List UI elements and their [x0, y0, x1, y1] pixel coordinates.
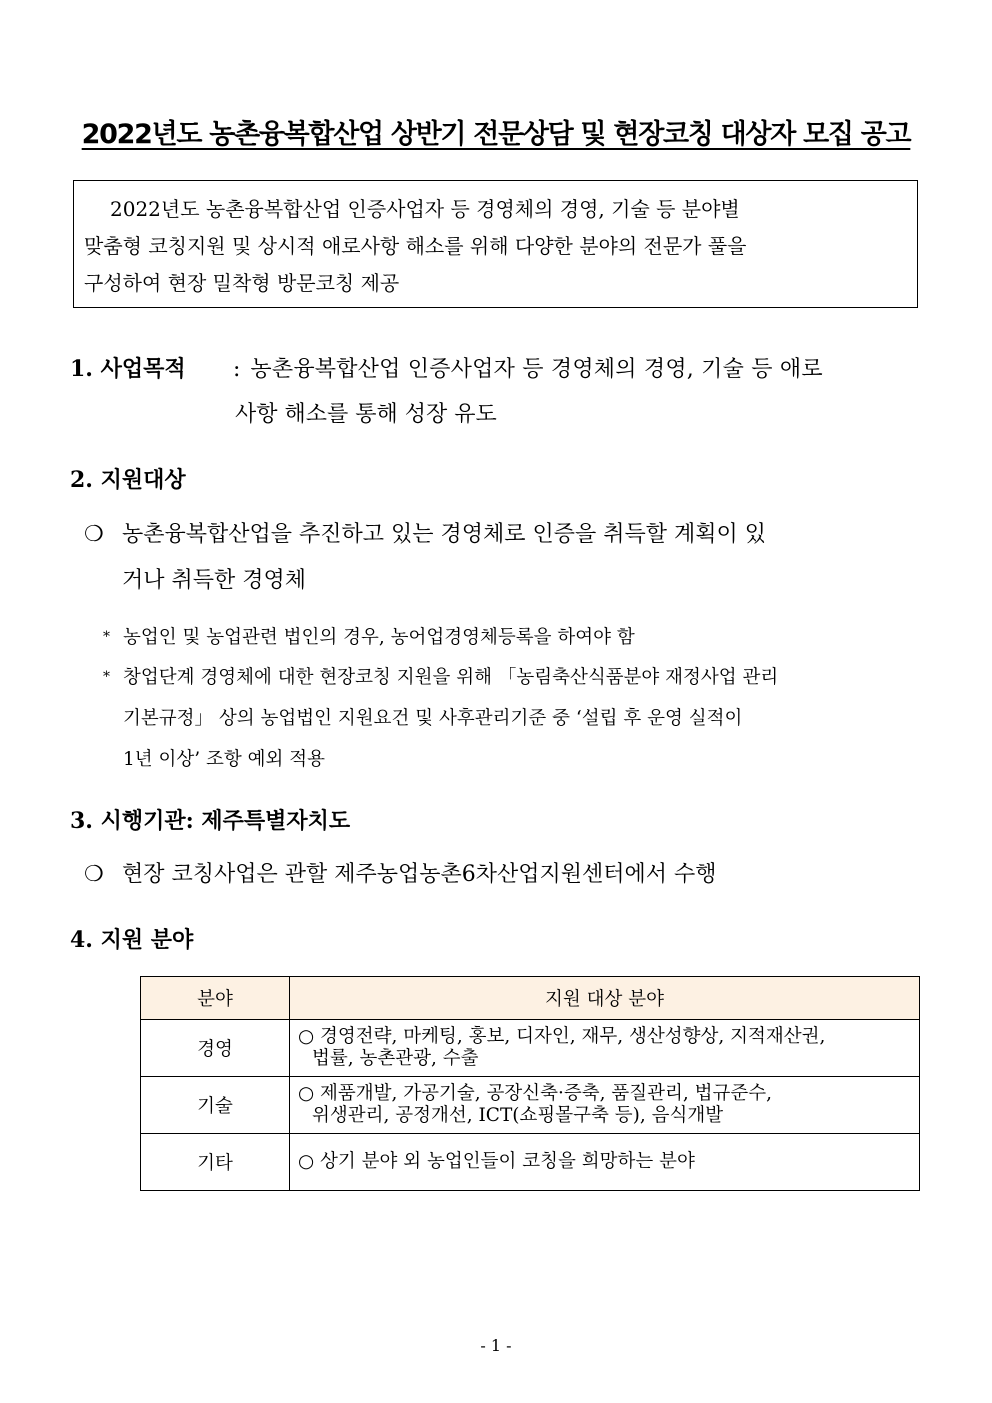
section-text-continued: 사항 해소를 통해 성장 유도: [235, 402, 497, 427]
section-heading: 2. 지원대상: [70, 467, 186, 493]
bullet-circle-icon: ❍: [84, 862, 104, 887]
bullet-line: 거나 취득한 경영체: [122, 568, 307, 593]
section-heading: 4. 지원 분야: [70, 927, 194, 953]
intro-line: 맞춤형 코칭지원 및 상시적 애로사항 해소를 위해 다양한 분야의 전문가 풀을: [84, 234, 747, 258]
intro-line: 구성하여 현장 밀착형 방문코칭 제공: [84, 271, 400, 295]
detail-line: 위생관리, 공정개선, ICT(쇼핑몰구축 등), 음식개발: [312, 1105, 724, 1126]
detail-cell: [290, 1020, 920, 1077]
bullet-circle-icon: ❍: [84, 522, 104, 547]
note-line: 기본규정」 상의 농업법인 지원요건 및 사후관리기준 중 ‘설립 후 운영 실적이: [123, 708, 743, 729]
note-item: [103, 617, 923, 658]
field-cell: 기타: [141, 1134, 290, 1191]
note-text: [123, 657, 923, 780]
section-heading: 3. 시행기관: 제주특별자치도: [70, 808, 351, 834]
detail-line: ○ 제품개발, 가공기술, 공장신축·증축, 품질관리, 법규준수,: [298, 1083, 772, 1104]
table-header: 지원 대상 분야: [290, 977, 920, 1020]
intro-box: [73, 180, 918, 308]
detail-cell: [290, 1134, 920, 1191]
section-heading: 1. 사업목적: [70, 356, 186, 382]
detail-cell: [290, 1077, 920, 1134]
support-field-table: [140, 976, 920, 1191]
table-row: [141, 1020, 920, 1077]
colon: :: [233, 357, 241, 382]
table-header-row: [141, 977, 920, 1020]
intro-line: 2022년도 농촌융복합산업 인증사업자 등 경영체의 경영, 기술 등 분야별: [110, 197, 740, 221]
target-bullet: [84, 512, 922, 604]
note-line: 1년 이상’ 조항 예외 적용: [123, 749, 326, 770]
section-text: 농촌융복합산업 인증사업자 등 경영체의 경영, 기술 등 애로: [250, 357, 823, 382]
section-purpose: [70, 352, 920, 428]
agency-bullet: [84, 852, 922, 898]
table-row: [141, 1134, 920, 1191]
asterisk-icon: *: [103, 669, 110, 685]
document-title: 2022년도 농촌융복합산업 상반기 전문상담 및 현장코칭 대상자 모집 공고: [81, 119, 911, 150]
note-text: 농업인 및 농업관련 법인의 경우, 농어업경영체등록을 하여야 함: [123, 627, 635, 648]
bullet-line: 농촌융복합산업을 추진하고 있는 경영체로 인증을 취득할 계획이 있: [122, 522, 767, 547]
detail-line: ○ 경영전략, 마케팅, 홍보, 디자인, 재무, 생산성향상, 지적재산권,: [298, 1026, 826, 1047]
asterisk-icon: *: [103, 629, 110, 645]
bullet-text: 현장 코칭사업은 관할 제주농업농촌6차산업지원센터에서 수행: [122, 862, 717, 887]
field-cell: 경영: [141, 1020, 290, 1077]
field-cell: 기술: [141, 1077, 290, 1134]
note-line: 창업단계 경영체에 대한 현장코칭 지원을 위해 「농림축산식품분야 재정사업 관리: [123, 667, 779, 688]
table-row: [141, 1077, 920, 1134]
bullet-text: [122, 512, 922, 604]
note-item: [103, 657, 923, 780]
detail-line: 법률, 농촌관광, 수출: [312, 1048, 479, 1069]
page-number: - 1 -: [480, 1336, 512, 1355]
detail-line: ○ 상기 분야 외 농업인들이 코칭을 희망하는 분야: [298, 1151, 695, 1172]
table-header: 분야: [141, 977, 290, 1020]
